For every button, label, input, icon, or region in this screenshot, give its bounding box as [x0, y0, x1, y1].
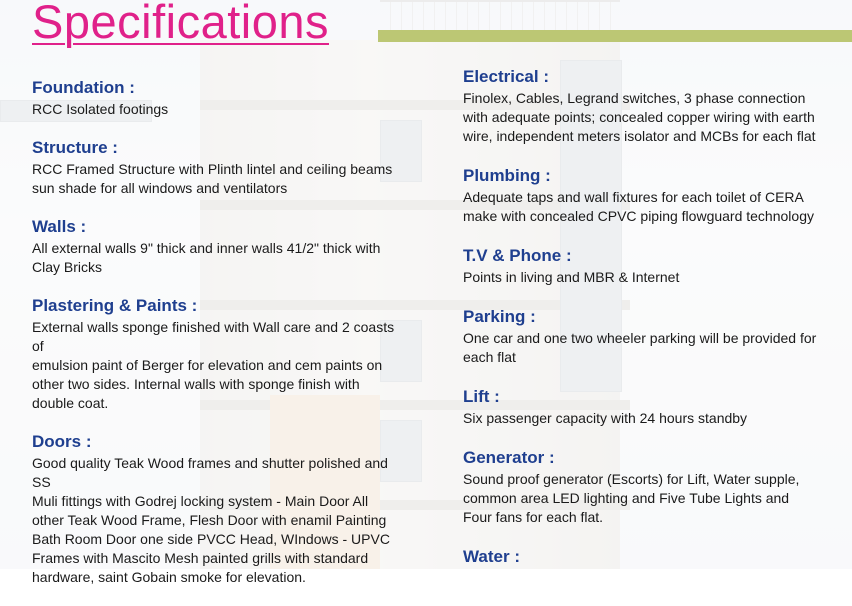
accent-bar — [378, 30, 852, 42]
spec-heading: Foundation : — [32, 78, 135, 97]
spec-generator — [463, 448, 852, 527]
spec-text: Sound proof generator (Escorts) for Lift, Water supple, common area LED lighting and Five Tube Lights and Four fans for each flat. — [463, 471, 800, 525]
spec-plastering-paints — [32, 296, 432, 413]
right-column — [463, 67, 852, 587]
spec-heading: Plastering & Paints : — [32, 296, 198, 315]
spec-doors — [32, 432, 432, 587]
spec-heading: Water : — [463, 547, 520, 566]
spec-heading: Electrical : — [463, 67, 549, 86]
spec-structure — [32, 138, 432, 198]
spec-walls — [32, 217, 432, 277]
spec-parking — [463, 307, 852, 367]
spec-heading: Structure : — [32, 138, 118, 157]
spec-heading: Doors : — [32, 432, 92, 451]
spec-text: Six passenger capacity with 24 hours standby — [463, 410, 748, 426]
spec-electrical — [463, 67, 852, 146]
spec-foundation — [32, 78, 432, 119]
spec-text: External walls sponge finished with Wall care and 2 coasts of emulsion paint of Berger for elevation and cem paints on other two sides. Internal walls with sponge finish with double coat. — [32, 319, 395, 411]
spec-heading: Parking : — [463, 307, 536, 326]
spec-heading: Lift : — [463, 387, 500, 406]
spec-text: Good quality Teak Wood frames and shutter polished and SS Muli fittings with Godrej locking system - Main Door All other Teak Wood Frame, Flesh Door with enamil Painting Bath Room Door one side PVCC Head, WIndows - UPVC Frames with Mascito Mesh painted grills with standard hardware, saint Gobain smoke for elevation. — [32, 455, 390, 585]
spec-heading: Generator : — [463, 448, 555, 467]
spec-lift — [463, 387, 852, 428]
spec-heading: T.V & Phone : — [463, 246, 572, 265]
spec-text: Points in living and MBR & Internet — [463, 269, 680, 285]
spec-tv-phone — [463, 246, 852, 287]
spec-text: RCC Framed Structure with Plinth lintel and ceiling beams sun shade for all windows and ventilators — [32, 161, 393, 196]
spec-text: RCC Isolated footings — [32, 101, 169, 117]
spec-text: One car and one two wheeler parking will be provided for each flat — [463, 330, 817, 365]
spec-heading: Plumbing : — [463, 166, 551, 185]
spec-heading: Walls : — [32, 217, 87, 236]
left-column — [32, 78, 432, 606]
page-title: Specifications — [32, 0, 329, 48]
spec-water — [463, 547, 852, 567]
spec-text: Adequate taps and wall fixtures for each toilet of CERA make with concealed CPVC piping flowguard technology — [463, 189, 814, 224]
spec-text: All external walls 9" thick and inner walls 41/2" thick with Clay Bricks — [32, 240, 381, 275]
spec-text: Finolex, Cables, Legrand switches, 3 phase connection with adequate points; concealed copper wiring with earth wire, independent meters isolator and MCBs for each flat — [463, 90, 816, 144]
spec-plumbing — [463, 166, 852, 226]
